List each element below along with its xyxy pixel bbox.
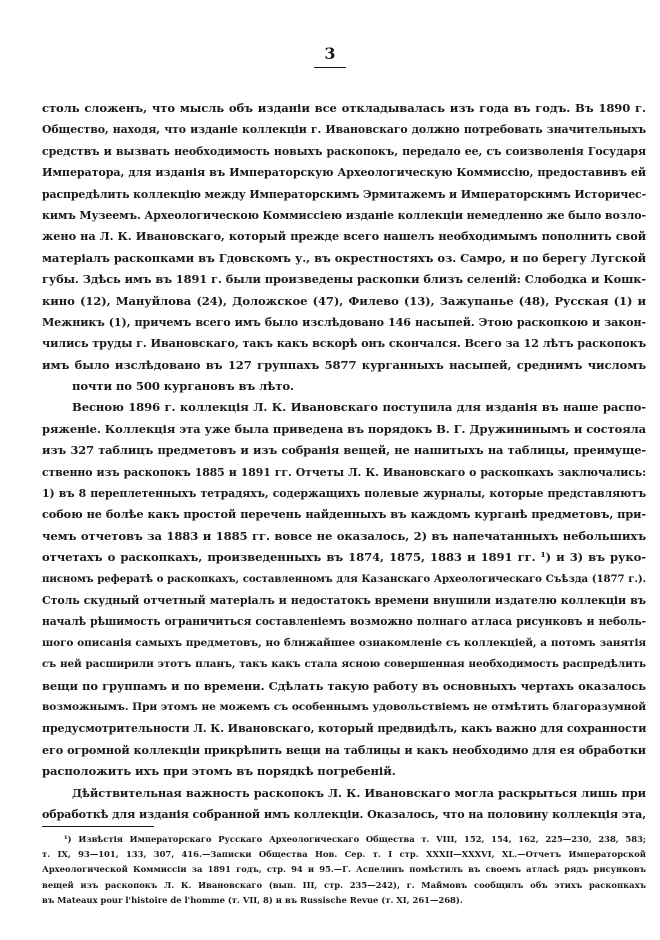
body-line: Весною 1896 г. коллекція Л. К. Ивановскаго поступила для изданія въ наше распо-	[72, 400, 646, 415]
body-line: Императора, для изданія въ Императорскую Археологическую Коммиссію, предоставивъ ей	[42, 166, 646, 180]
body-line: жено на Л. К. Ивановскаго, который прежде всего нашелъ необходимымъ пополнить свой	[42, 229, 646, 244]
body-line: изъ 327 таблицъ предметовъ и изъ собранія вещей, не нашитыхъ на таблицы, преимуще-	[42, 443, 646, 458]
body-line: средствъ и вызвать необходимость новыхъ раскопокъ, передало ее, съ соизволенія Государя	[42, 144, 646, 158]
body-line: имъ было изслѣдовано въ 127 группахъ 5877 курганныхъ насыпей, среднимъ числомъ	[42, 357, 646, 372]
body-line: ряженіе. Коллекція эта уже была приведена въ порядокъ В. Г. Дружининымъ и состояла	[42, 421, 646, 436]
body-line: началѣ рѣшимость ограничиться составленіемъ возможно полнаго атласа рисунковъ и неболь-	[42, 615, 646, 629]
body-line: чемъ отчетовъ за 1883 и 1885 гг. вовсе не оказалось, 2) въ напечатанныхъ небольшихъ	[42, 528, 646, 543]
body-line: вещи по группамъ и по времени. Сдѣлать такую работу въ основныхъ чертахъ оказалось	[42, 678, 646, 693]
body-text	[42, 98, 646, 825]
body-line: кино (12), Мануйлова (24), Доложское (47), Филево (13), Зажупанье (48), Русская (1) и	[42, 293, 646, 308]
body-line: Межникъ (1), причемъ всего имъ было изслѣдовано 146 насыпей. Этою раскопкою и закон-	[42, 315, 646, 329]
footnote-line: вещей изъ раскопокъ Л. К. Ивановскаго (вып. III, стр. 235—242), г. Маймовъ сообщилъ объ этихъ раскопкахъ	[42, 879, 646, 890]
body-line: кимъ Музеемъ. Археологическою Коммиссіею изданіе коллекціи немедленно же было возло-	[42, 208, 646, 222]
body-line: матеріалъ раскопками въ Гдовскомъ у., въ окрестностяхъ оз. Самро, и по берегу Лугской	[42, 250, 646, 265]
body-line: шого описанія самыхъ предметовъ, но ближайшее ознакомленіе съ коллекціей, а потомъ занятія	[42, 636, 646, 649]
footnote-divider	[42, 826, 154, 827]
body-line: собою не болѣе какъ простой перечень найденныхъ въ каждомъ курганѣ предметовъ, при-	[42, 507, 646, 522]
body-line: возможнымъ. При этомъ не можемъ съ особеннымъ удовольствіемъ не отмѣтить благоразумной	[42, 700, 646, 713]
body-line: расположить ихъ при этомъ въ порядкѣ погребеній.	[42, 764, 396, 779]
body-line: почти по 500 кургановъ въ лѣто.	[72, 379, 294, 394]
body-line: обработкѣ для изданія собранной имъ коллекціи. Оказалось, что на половину коллекція эта,	[42, 807, 646, 821]
footnote-line: въ Mateaux pour l'histoire de l'homme (т. VII, 8) и въ Russische Revue (т. XI, 261—268).	[42, 894, 463, 905]
body-line: предусмотрительности Л. К. Ивановскаго, который предвидѣлъ, какъ важно для сохранности	[42, 722, 647, 736]
body-line: Столь скудный отчетный матеріалъ и недостатокъ времени внушили издателю коллекціи въ	[42, 593, 646, 607]
body-line: столь сложенъ, что мысль объ изданіи все откладывалась изъ года въ годъ. Въ 1890 г.	[42, 101, 646, 115]
page-number: 3	[314, 44, 345, 68]
body-line: съ ней расширили этотъ планъ, такъ какъ стала ясною совершенная необходимость распредѣлить	[42, 658, 646, 671]
body-line: писномъ рефератѣ о раскопкахъ, составленномъ для Казанскаго Археологическаго Съѣзда (1877 г.).	[42, 572, 646, 585]
body-line: чились труды г. Ивановскаго, такъ какъ вскорѣ онъ скончался. Всего за 12 лѣтъ раскопокъ	[42, 336, 647, 351]
footnotes	[42, 832, 646, 908]
body-line: Дѣйствительная важность раскопокъ Л. К. Ивановскаго могла раскрыться лишь при	[72, 785, 646, 800]
footnote-line: ¹) Извѣстія Императорскаго Русскаго Археологическаго Общества т. VIII, 152, 154, 162, 225—230, 238, 583;	[64, 834, 646, 844]
body-line: 1) въ 8 переплетенныхъ тетрадяхъ, содержащихъ полевые журналы, которые представляютъ	[42, 487, 646, 501]
footnote-line: Археологической Коммиссіи за 1891 годъ, стр. 94 и 95.—Г. Аспелинъ помѣстилъ въ своемъ атласѣ рядъ рисунковъ	[42, 864, 646, 875]
body-line: Общество, находя, что изданіе коллекціи г. Ивановскаго должно потребовать значительныхъ	[42, 123, 646, 137]
body-line: распредѣлить коллекцію между Императорскимъ Эрмитажемъ и Императорскимъ Историчес-	[42, 187, 647, 201]
body-line: отчетахъ о раскопкахъ, произведенныхъ въ 1874, 1875, 1883 и 1891 гг. ¹) и 3) въ руко-	[42, 550, 646, 565]
body-line: губы. Здѣсь имъ въ 1891 г. были произведены раскопки близъ селеній: Слободка и Кошк-	[42, 272, 646, 287]
footnote-line: т. IX, 93—101, 133, 307, 416.—Записки Общества Нов. Сер. т. I стр. XXXII—XXXVI, XL.—Отчетъ Императорской	[42, 849, 646, 860]
page-number-container	[0, 44, 660, 68]
body-line: его огромной коллекціи прикрѣпить вещи на таблицы и какъ необходимо для ея обработки	[42, 742, 646, 757]
body-line: ственно изъ раскопокъ 1885 и 1891 гг. Отчеты Л. К. Ивановскаго о раскопкахъ заключались:	[42, 465, 646, 479]
